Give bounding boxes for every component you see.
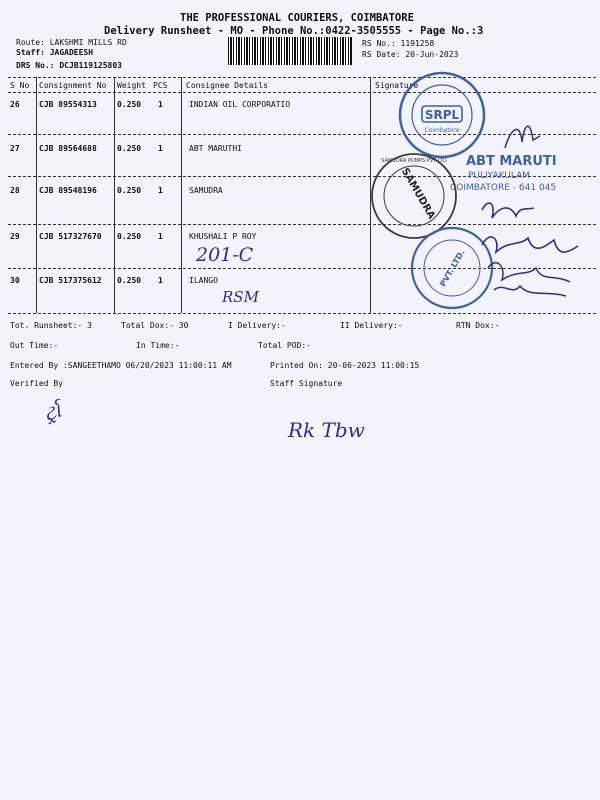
pvt-label: PVT. LTD. bbox=[438, 248, 467, 289]
abt-city: COIMBATORE - 641 045 bbox=[450, 183, 557, 193]
row-pcs: 1 bbox=[158, 186, 163, 195]
printed-on: Printed On: 20-06-2023 11:00:15 bbox=[270, 361, 420, 370]
row-pcs: 1 bbox=[158, 276, 163, 285]
verified-by-label: Verified By bbox=[10, 379, 63, 388]
rs-date: RS Date: 20-Jun-2023 bbox=[362, 50, 459, 59]
row-weight: 0.250 bbox=[117, 276, 142, 285]
total-pod: Total POD:- bbox=[258, 341, 311, 350]
barcode bbox=[228, 37, 352, 65]
abt-name: ABT MARUTI bbox=[466, 154, 557, 169]
row-pcs: 1 bbox=[158, 100, 163, 109]
row-pcs: 1 bbox=[158, 232, 163, 241]
abt-place: PULIYAKULAM bbox=[468, 171, 531, 181]
row-sno: 30 bbox=[10, 276, 20, 285]
staff-signature-label: Staff Signature bbox=[270, 379, 343, 388]
srpl-label: SRPL bbox=[424, 108, 460, 122]
handwritten-note: RSM bbox=[222, 288, 259, 306]
signature-scribble bbox=[488, 263, 570, 282]
signature-scribble bbox=[482, 237, 578, 252]
samudra-stamp bbox=[372, 154, 456, 238]
abt-stamp bbox=[450, 154, 557, 193]
row-consignment: CJB 89554313 bbox=[39, 100, 97, 109]
ii-delivery: II Delivery:- bbox=[340, 321, 403, 330]
col-header-consignment: Consignment No bbox=[39, 81, 107, 90]
row-weight: 0.250 bbox=[117, 144, 142, 153]
row-consignment: CJB 517375612 bbox=[39, 276, 102, 285]
out-time: Out Time:- bbox=[10, 341, 59, 350]
pvt-ltd-stamp bbox=[412, 228, 492, 308]
row-consignment: CJB 517327670 bbox=[39, 232, 102, 241]
tot-runsheet: Tot. Runsheet:- 3 bbox=[10, 321, 92, 330]
samudra-ring: SAMUDRA PUMPS PVT LTD bbox=[381, 158, 447, 164]
handwritten-note: 201-C bbox=[196, 244, 254, 266]
signature-scribble bbox=[505, 126, 540, 148]
signature-scribble bbox=[482, 203, 534, 218]
row-sno: 26 bbox=[10, 100, 20, 109]
samudra-label: SAMUDRA bbox=[398, 166, 437, 222]
route-label: Route: LAKSHMI MILLS RD bbox=[16, 38, 127, 47]
row-consignee: INDIAN OIL CORPORATIO bbox=[189, 100, 291, 109]
row-weight: 0.250 bbox=[117, 232, 142, 241]
column-divider bbox=[181, 77, 182, 313]
srpl-city: Coimbatore bbox=[424, 127, 460, 134]
row-consignee: SAMUDRA bbox=[189, 186, 223, 195]
runsheet-title: Delivery Runsheet - MO - Phone No.:0422-3505555 - Page No.:3 bbox=[104, 25, 484, 37]
drs-number: DRS No.: DCJB119125803 bbox=[16, 61, 122, 70]
staff-label: Staff: JAGADEESH bbox=[16, 48, 94, 57]
row-pcs: 1 bbox=[158, 144, 163, 153]
row-sno: 28 bbox=[10, 186, 20, 195]
col-header-weight: Weight bbox=[117, 81, 146, 90]
column-divider bbox=[36, 77, 37, 313]
column-divider bbox=[114, 77, 115, 313]
row-consignee: KHUSHALI P ROY bbox=[189, 232, 257, 241]
row-consignment: CJB 89564688 bbox=[39, 144, 97, 153]
entered-by: Entered By :SANGEETHAMO 06/20/2023 11:00:11 AM bbox=[10, 361, 232, 370]
col-header-sno: S No bbox=[10, 81, 30, 90]
col-header-pcs: PCS bbox=[153, 81, 168, 90]
verified-signature: ર્ટ્રા bbox=[40, 398, 64, 426]
in-time: In Time:- bbox=[136, 341, 180, 350]
company-title: THE PROFESSIONAL COURIERS, COIMBATORE bbox=[180, 12, 414, 24]
row-sno: 29 bbox=[10, 232, 20, 241]
rs-number: RS No.: 1191258 bbox=[362, 39, 435, 48]
signature-scribble bbox=[494, 286, 566, 296]
row-consignee: ABT MARUTHI bbox=[189, 144, 242, 153]
col-header-consignee: Consignee Details bbox=[186, 81, 268, 90]
srpl-stamp bbox=[400, 73, 484, 157]
col-header-signature: Signature bbox=[375, 81, 419, 90]
row-consignment: CJB 89548196 bbox=[39, 186, 97, 195]
staff-signature: Rk Tbw bbox=[288, 418, 365, 442]
total-dox: Total Dox:- 30 bbox=[121, 321, 189, 330]
rtn-dox: RTN Dox:- bbox=[456, 321, 500, 330]
row-sno: 27 bbox=[10, 144, 20, 153]
stamps-and-signatures bbox=[370, 70, 600, 320]
row-weight: 0.250 bbox=[117, 186, 142, 195]
i-delivery: I Delivery:- bbox=[228, 321, 286, 330]
row-weight: 0.250 bbox=[117, 100, 142, 109]
row-consignee: ILANGO bbox=[189, 276, 218, 285]
